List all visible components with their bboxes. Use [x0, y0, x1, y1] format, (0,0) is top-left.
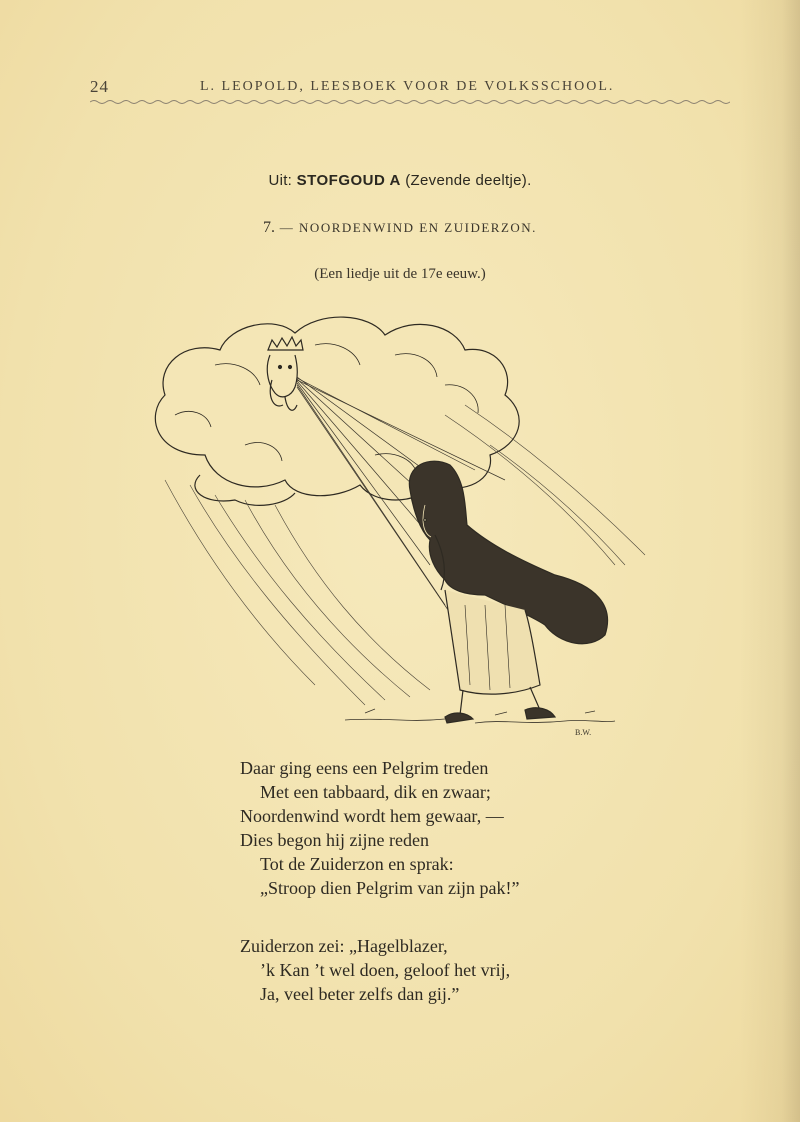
stanza-1	[240, 756, 519, 900]
stanza-2	[240, 934, 510, 1006]
verse-line: „Stroop dien Pelgrim van zijn pak!”	[260, 878, 520, 898]
source-line	[0, 172, 800, 189]
verse-line: Dies begon hij zijne reden	[240, 830, 429, 850]
verse-line: Zuiderzon zei: „Hagelblazer,	[240, 936, 448, 956]
verse-line: Ja, veel beter zelfs dan gij.”	[260, 984, 460, 1004]
poem-title-text: NOORDENWIND EN ZUIDERZON.	[299, 220, 537, 235]
verse-line: ’k Kan ’t wel doen, geloof het vrij,	[260, 960, 511, 980]
source-prefix: Uit:	[268, 172, 293, 189]
running-head: L. LEOPOLD, LEESBOEK VOOR DE VOLKSSCHOOL.	[200, 79, 615, 94]
verse-line: Daar ging eens een Pelgrim treden	[240, 758, 489, 778]
ground-line	[345, 709, 615, 723]
page-edge-shadow	[740, 0, 800, 1122]
poem-title-dash: —	[279, 220, 295, 235]
illustration-north-wind-pilgrim	[145, 305, 665, 745]
verse-line: Tot de Zuiderzon en sprak:	[260, 854, 454, 874]
cloud-illustration	[155, 317, 519, 505]
poem-number: 7.	[263, 219, 276, 236]
source-part: (Zevende deeltje).	[405, 172, 532, 189]
header-ornament-rule	[90, 98, 730, 106]
poem-subtitle: (Een liedje uit de 17e eeuw.)	[314, 266, 486, 282]
verse-line: Noordenwind wordt hem gewaar, —	[240, 806, 504, 826]
illustrator-signature: B.W.	[575, 728, 592, 737]
pilgrim-figure	[409, 461, 607, 723]
verse-line: Met een tabbaard, dik en zwaar;	[260, 782, 491, 802]
page-number: 24	[90, 77, 109, 96]
source-title: STOFGOUD A	[296, 172, 401, 189]
poem-title	[0, 219, 800, 237]
